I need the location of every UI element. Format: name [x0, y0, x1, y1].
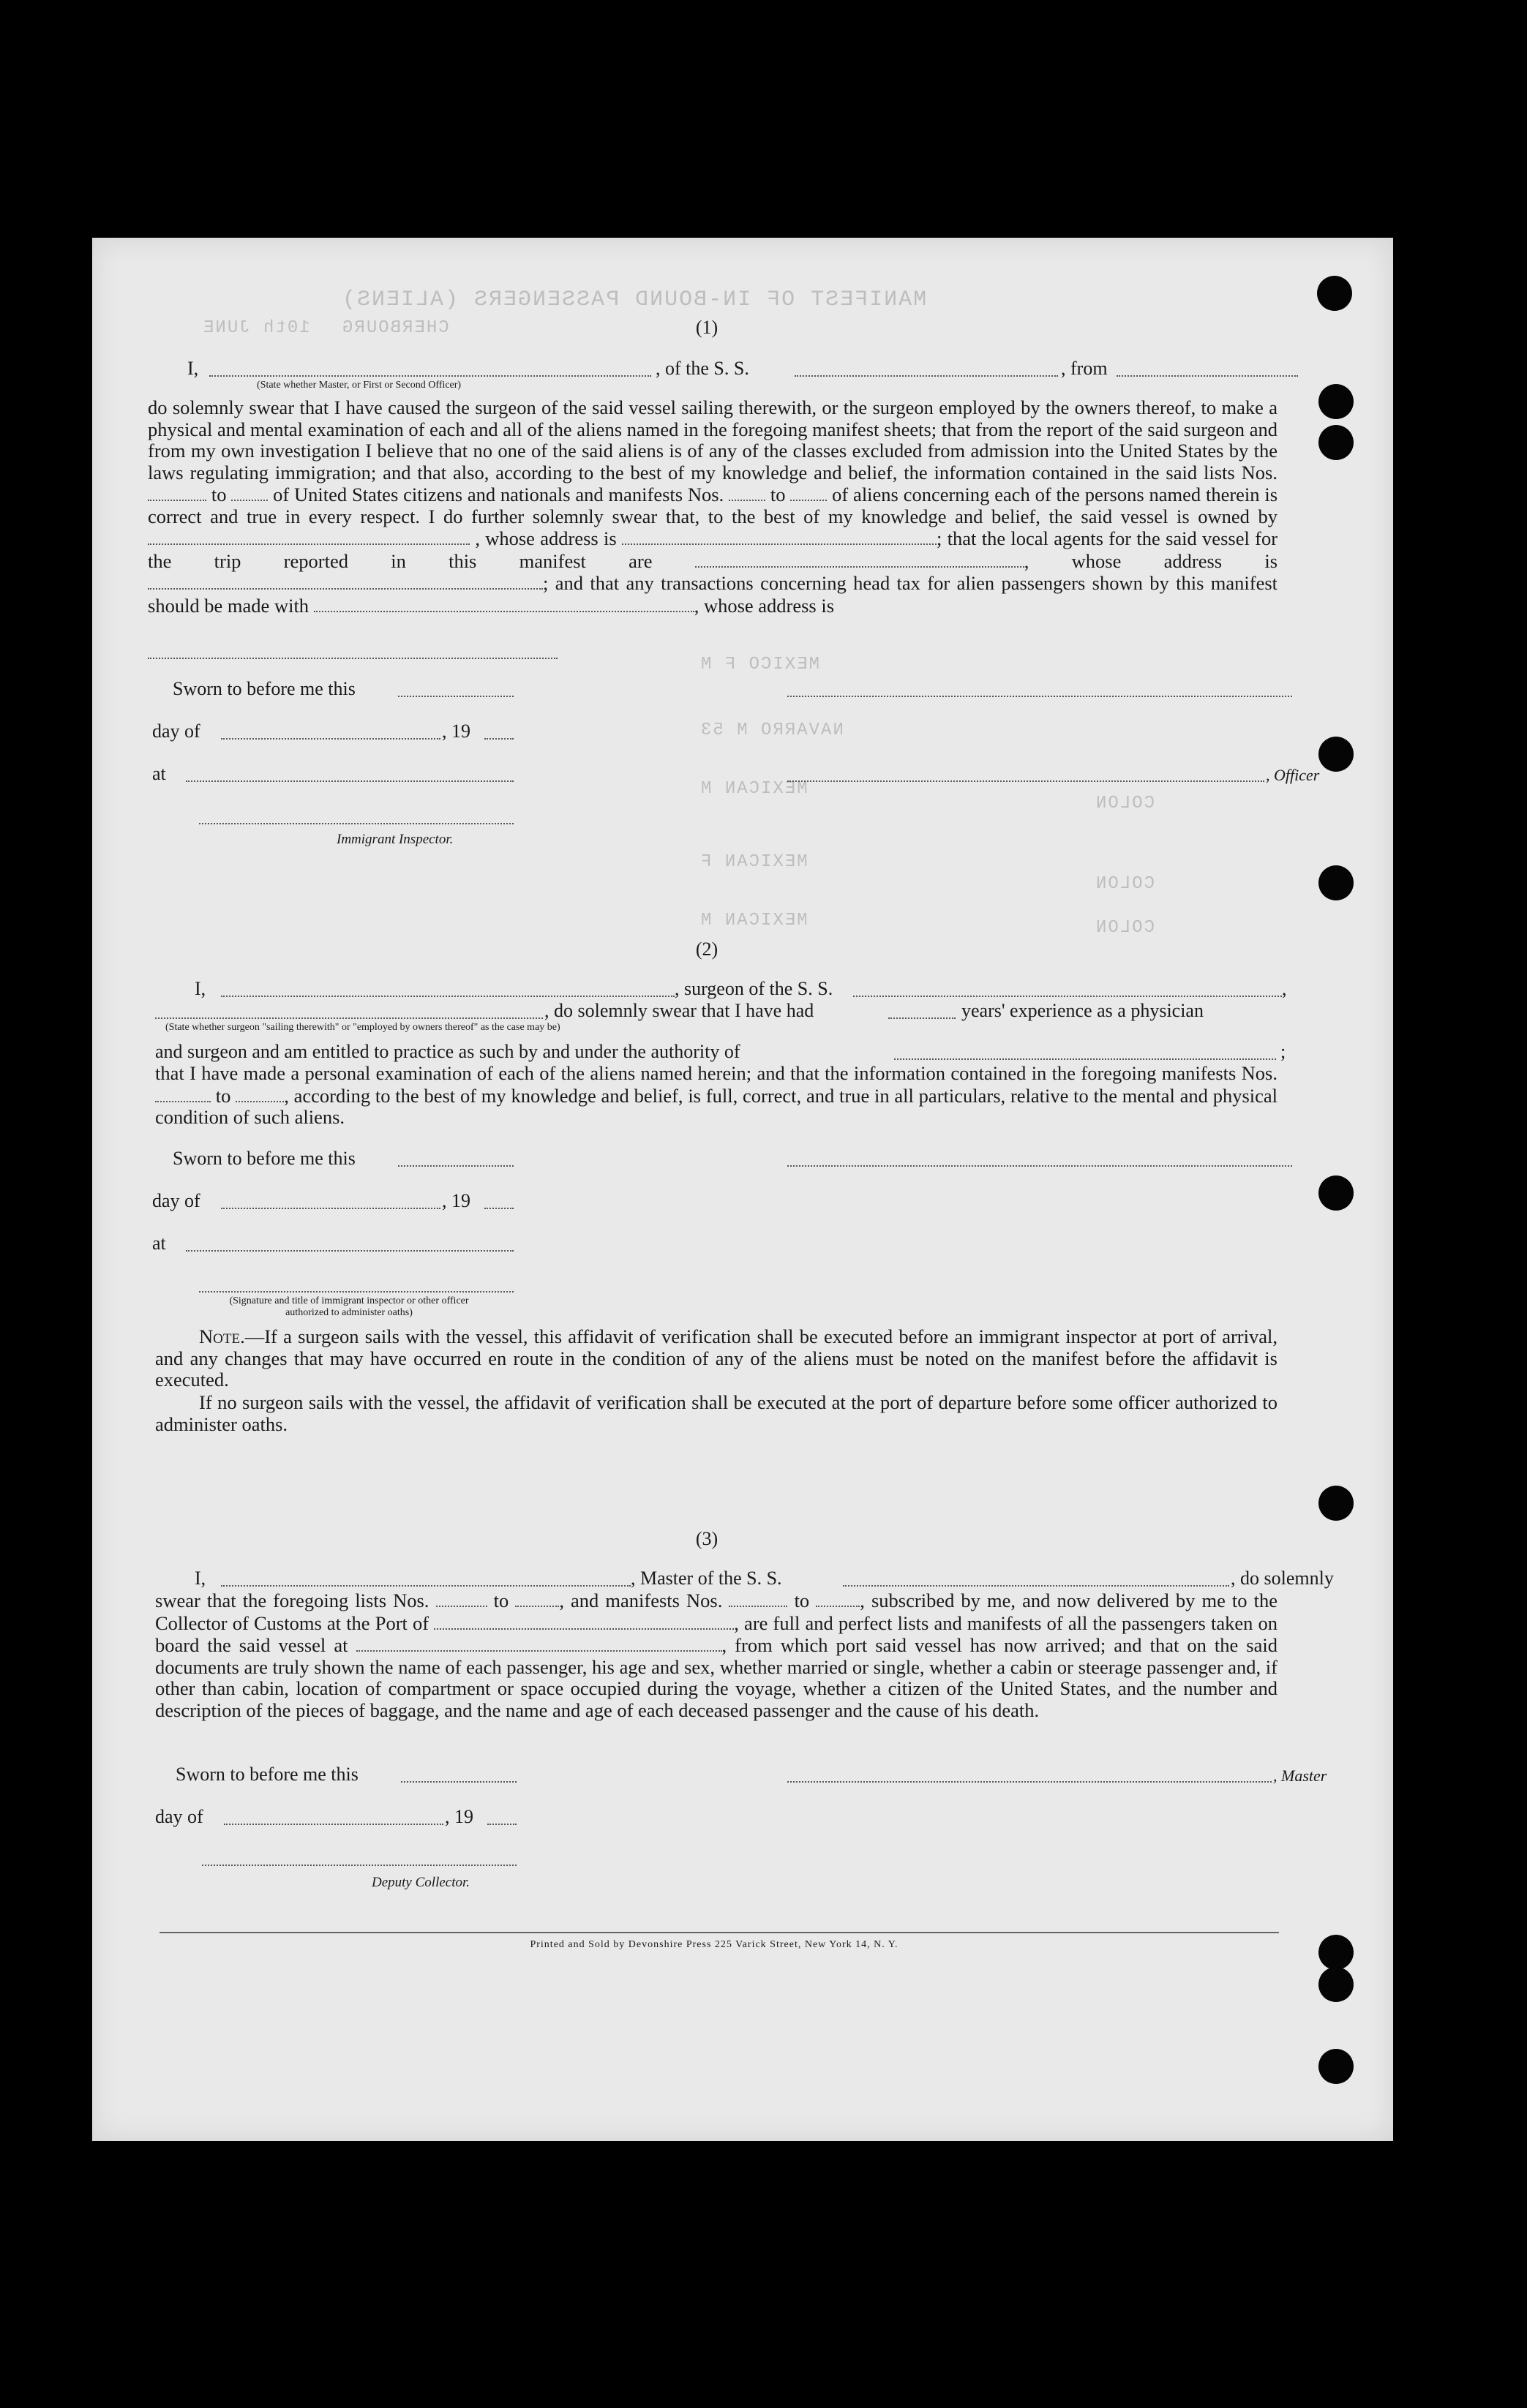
punch-hole	[1317, 276, 1352, 311]
owner-blank	[148, 527, 470, 545]
to-label: to	[770, 484, 786, 505]
bleed-through-row: COLON	[1095, 874, 1155, 894]
surgeon-type-line	[155, 1017, 543, 1019]
at-label: at	[152, 763, 166, 784]
bleed-through-row: COLON	[1095, 918, 1155, 938]
agents-blank	[695, 550, 1024, 568]
punch-hole	[1318, 1967, 1354, 2002]
list-to-blank	[515, 1589, 559, 1607]
bleed-through-row: COLON	[1095, 794, 1155, 813]
bleed-through-date: 10th JUNE	[202, 318, 310, 338]
year-line	[484, 738, 514, 740]
boarding-port-blank	[356, 1634, 722, 1652]
swear-label: , do solemnly swear that I have had	[544, 1000, 814, 1021]
note-heading: Note.	[199, 1325, 245, 1347]
officer-line	[787, 780, 1264, 782]
at-line	[186, 780, 514, 782]
day-of-line	[224, 1824, 443, 1825]
of-us-text: of United States citizens and nationals and manifests Nos.	[273, 484, 724, 505]
note-paragraph	[155, 1326, 1277, 1391]
section-3-paragraph	[155, 1589, 1277, 1721]
list-from-blank	[436, 1589, 487, 1607]
officer-name-line	[209, 375, 651, 377]
years-label: years' experience as a physician	[961, 1000, 1204, 1021]
printer-imprint: Printed and Sold by Devonshire Press 225 Varick Street, New York 14, N. Y.	[530, 1939, 898, 1950]
years-line	[888, 1017, 956, 1019]
manifest-verification-sheet	[92, 238, 1393, 2141]
manifest-to-blank	[816, 1589, 860, 1607]
year-line	[484, 1208, 514, 1209]
agents-label: that the local agents for the said vessel for the trip reported in this manifest are	[148, 527, 1278, 572]
oath-text: do solemnly swear that I have caused the surgeon of the said vessel sailing therewith, or the surgeon employed by the owners thereof, to make a physical and mental examination of each and all of the aliens named in the foregoing manifest sheets; that from the report of the said surgeon and from my own investigation I believe that no one of the said aliens is of any of the classes excluded from admission into the United States by the laws regulating immigration; and that also, according to the best of my knowledge and belief, the information contained in the said lists Nos.	[148, 396, 1277, 484]
year-label: , 19	[445, 1806, 473, 1827]
oath-i: I,	[187, 358, 199, 379]
oath-i: I,	[195, 978, 206, 999]
bleed-through-row: MEXICAN M	[699, 911, 808, 930]
examination-text: that I have made a personal examination of each of the aliens named herein; and that the information contained in the foregoing manifests Nos.	[155, 1062, 1277, 1084]
note-text: —If a surgeon sails with the vessel, this affidavit of verification shall be executed before an immigrant inspector at port of arrival, and any changes that may have occurred en route in the condition of any of the aliens must be noted on the manifest before the affidavit is executed.	[155, 1325, 1277, 1391]
surgeon-name-line	[221, 996, 675, 997]
surgeon-signature-line	[787, 1165, 1292, 1167]
oath-i: I,	[195, 1568, 206, 1589]
section-2-number: (2)	[695, 938, 719, 960]
to-label: to	[215, 1084, 231, 1107]
year-label: , 19	[442, 1190, 470, 1211]
sworn-label: Sworn to before me this	[173, 1148, 356, 1169]
section-1-number: (1)	[695, 317, 719, 338]
sworn-date-line	[401, 1781, 517, 1783]
manifest-from-blank	[729, 484, 765, 501]
surgeon-vessel-line	[853, 996, 1282, 997]
section-1-oath-paragraph: do solemnly swear that I have caused the surgeon of the said vessel sailing therewith, or the surgeon employed by the owners thereof, to make a physical and mental examination of each and all of the aliens named in the foregoing manifest sheets; that from the report of the said surgeon and from my own investigation I believe that no one of the said aliens is of any of the classes excluded from admission into the United States by the laws regulating immigration; and that also, according to the best of my knowledge and belief, the information contained in the said lists Nos. to of United States citizens and nationals and manifests Nos. to of aliens concerning each of the persons named therein is correct and true in every respect. I do further solemnly swear that, to the best of my knowledge and belief, the said vessel is owned by , whose address is ; that the local agents for the said vessel for the trip reported in this manifest are , whose address is ; and that any transactions concerning head tax for alien passengers shown by this manifest should be made with , whose address is	[148, 396, 1278, 617]
lists-text: swear that the foregoing lists Nos.	[155, 1589, 429, 1611]
head-tax-agent-blank	[314, 595, 694, 612]
from-which-text: , from which	[721, 1634, 828, 1656]
sworn-label: Sworn to before me this	[176, 1764, 359, 1785]
bleed-through-header: MANIFEST OF IN-BOUND PASSENGERS (ALIENS)	[341, 287, 927, 312]
manifest-from-blank	[155, 1085, 211, 1102]
to-label: to	[794, 1589, 810, 1611]
full-text: , are full and perfect lists and	[734, 1611, 962, 1634]
at-label: at	[152, 1233, 166, 1254]
punch-hole	[1318, 1175, 1354, 1211]
whose-address-label: whose address is	[1071, 549, 1278, 572]
examination-rest-text: , according to the best of my knowledge and belief, is full, correct, and true in all particulars, relative to the mental and physical condition of such aliens.	[155, 1084, 1278, 1128]
day-of-label: day of	[152, 1190, 200, 1211]
from-label: , from	[1061, 358, 1108, 379]
inspector-line	[199, 823, 514, 824]
therein-text: therein is correct and true in every respect. I do further solemnly swear that, to the best of my knowledge and belief,	[148, 484, 1278, 527]
manifest-to-blank	[236, 1085, 284, 1102]
port-blank	[434, 1612, 734, 1630]
address-line	[148, 658, 558, 659]
punch-hole	[1318, 865, 1354, 900]
owned-by-label: the said vessel is owned by	[1048, 505, 1277, 527]
punch-hole	[1318, 425, 1354, 460]
inspector-label: Immigrant Inspector.	[337, 832, 454, 847]
section-3-number: (3)	[695, 1528, 719, 1549]
agents-address-blank	[148, 572, 543, 590]
semicolon: ;	[1280, 1041, 1286, 1062]
signature-title-note: (Signature and title of immigrant inspector or other officer authorized to administer oaths)	[229, 1295, 469, 1318]
punch-hole	[1318, 384, 1354, 419]
state-officer-note: (State whether Master, or First or Second Officer)	[257, 380, 462, 391]
master-label: , Master	[1273, 1767, 1327, 1785]
deputy-collector-line	[202, 1865, 517, 1866]
manifests-all-text: manifests of all the passengers taken on board the said vessel at	[155, 1611, 1277, 1656]
list-from-blank	[148, 484, 206, 501]
sworn-date-line	[398, 1165, 514, 1167]
bleed-through-row: MEXICO F M	[699, 655, 820, 674]
of-ss-label: , of the S. S.	[656, 358, 749, 379]
punch-hole	[1318, 1486, 1354, 1521]
year-line	[487, 1824, 517, 1825]
section-3-body-text: port said vessel has now arrived; and that on the said documents are truly shown the name of each passenger, his age and sex, whether married or single, whether a cabin or steerage passenger and, if other than cabin, location of compartment or space occupied during the voyage, whether a citizen of the United States, and the number and description of the pieces of baggage, and the name and age of each deceased passenger and the cause of his death.	[155, 1634, 1277, 1721]
punch-hole	[1318, 737, 1354, 772]
master-signature-line	[787, 1781, 1272, 1783]
note2-paragraph: If no surgeon sails with the vessel, the affidavit of verification shall be executed at the port of departure before some officer authorized to administer oaths.	[155, 1391, 1277, 1435]
from-port-line	[1117, 375, 1298, 377]
punch-hole	[1318, 2049, 1354, 2084]
section-2-paragraph	[155, 1063, 1277, 1129]
master-vessel-line	[843, 1585, 1229, 1587]
head-tax-text: ; and that any transactions concerning head tax for alien	[543, 572, 995, 594]
of-aliens-text: of aliens concerning each of the persons named	[832, 484, 1201, 505]
day-of-label: day of	[155, 1806, 203, 1827]
day-of-line	[221, 738, 440, 740]
to-label: to	[211, 484, 227, 505]
do-solemnly-label: , do solemnly	[1231, 1568, 1334, 1589]
signature-line	[787, 696, 1292, 697]
surgeon-of-ss-label: , surgeon of the S. S.	[675, 978, 833, 999]
whose-address-label: , whose address is	[475, 527, 617, 549]
whose-address-label: , whose address is	[694, 594, 835, 617]
year-label: , 19	[442, 720, 470, 742]
bleed-through-port: CHERBOURG	[341, 318, 449, 338]
vessel-name-line	[795, 375, 1058, 377]
list-to-blank	[231, 484, 268, 501]
master-name-line	[221, 1585, 631, 1587]
entitled-label: and surgeon and am entitled to practice as such by and under the authority of	[155, 1041, 740, 1062]
sworn-date-line	[398, 696, 514, 697]
to-label: to	[493, 1589, 509, 1611]
subscribed-text: , subscribed by me, and now	[860, 1589, 1091, 1611]
owner-address-blank	[622, 527, 937, 545]
deputy-collector-label: Deputy Collector.	[372, 1875, 470, 1890]
comma: ,	[1282, 978, 1287, 999]
delivered-text: delivered by me to the Collector of Customs at the Port of	[155, 1589, 1277, 1634]
manifest-from-blank	[729, 1589, 787, 1607]
footer-rule	[160, 1932, 1279, 1933]
authority-line	[894, 1058, 1276, 1060]
bleed-through-row: MEXICAN M	[699, 779, 808, 799]
inspector-line	[199, 1291, 514, 1293]
day-of-line	[221, 1208, 440, 1209]
sworn-label: Sworn to before me this	[173, 678, 356, 699]
day-of-label: day of	[152, 720, 200, 742]
surgeon-state-note: (State whether surgeon "sailing therewith" or "employed by owners thereof" as the case may be)	[165, 1022, 560, 1033]
bleed-through-row: MEXICAN F	[699, 852, 808, 872]
at-line	[186, 1250, 514, 1252]
officer-label: , Officer	[1266, 766, 1320, 784]
master-of-ss-label: , Master of the S. S.	[631, 1568, 782, 1589]
manifest-to-blank	[790, 484, 827, 501]
bleed-through-row: NAVARRO M 53	[699, 720, 844, 740]
manifests-text: , and manifests Nos.	[559, 1589, 723, 1611]
passengers-text: passengers shown by this manifest should be made with	[148, 572, 1278, 617]
